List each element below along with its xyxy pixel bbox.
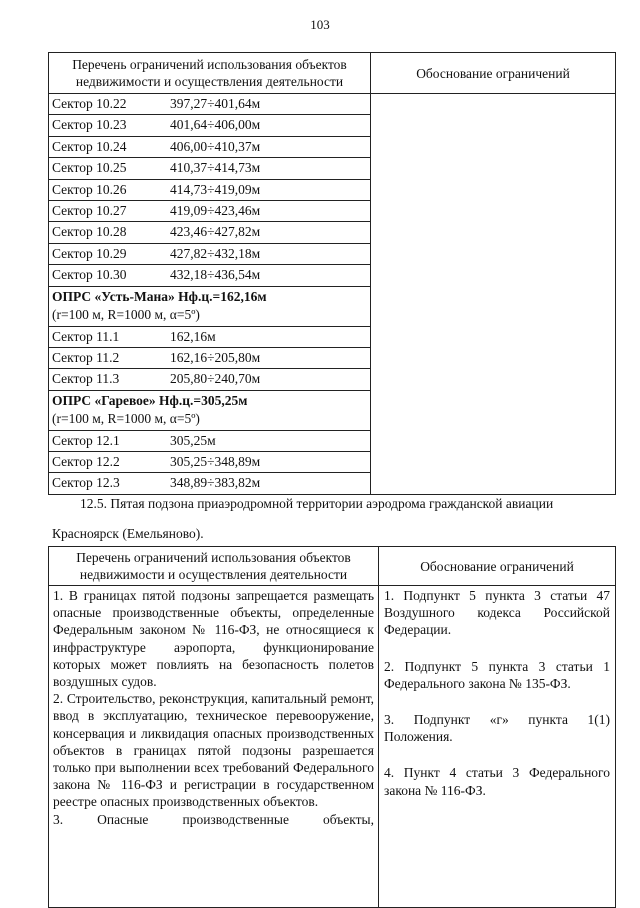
sector-range: 406,00÷410,37м: [170, 138, 261, 154]
sector-range: 162,16÷205,80м: [170, 349, 261, 365]
restriction-item-2: 2. Строительство, реконструкция, капитальный ремонт, ввод в эксплуатацию, техническое перевооружение, консервация и ликвидация опасных производственных объектов в границах пятой подзоны разрешается только при выполнении всех требований Федерального закона № 116-ФЗ и регистрации в государственном реестре опасных производственных объектов.: [53, 691, 374, 810]
sector-name: Сектор 10.27: [52, 202, 127, 218]
sector-name: Сектор 10.24: [52, 138, 127, 154]
table-header-row: [49, 547, 616, 586]
justification-item-2: 2. Подпункт 5 пункта 3 статьи 1 Федерального закона № 135-ФЗ.: [384, 658, 610, 691]
header-justification: Обоснование ограничений: [371, 53, 616, 94]
subzone-heading-line-2: Красноярск (Емельяново).: [52, 526, 204, 541]
sector-range: 162,16м: [170, 328, 216, 344]
restrictions-cell: [49, 586, 379, 908]
sector-name: Сектор 10.26: [52, 181, 127, 197]
sector-name: Сектор 10.29: [52, 245, 127, 261]
justification-cell: [379, 586, 616, 908]
restriction-item-1: 1. В границах пятой подзоны запрещается размещать опасные производственные объекты, определенные Федеральным законом № 116-ФЗ, не относящиеся к инфраструктуре аэропорта, функционирование которых может повлиять на безопасность полетов воздушных судов.: [53, 588, 374, 690]
sector-name: Сектор 12.1: [52, 432, 120, 448]
header-restrictions-list: Перечень ограничений использования объектов недвижимости и осуществления деятельности: [49, 53, 371, 94]
sector-range: 401,64÷406,00м: [170, 117, 261, 133]
table-row: [49, 586, 616, 908]
group-params: (r=100 м, R=1000 м, α=5º): [52, 306, 200, 322]
restriction-item-3: 3. Опасные производственные объекты,: [53, 811, 374, 827]
table-header-row: [49, 53, 616, 94]
sector-range: 397,27÷401,64м: [170, 96, 261, 111]
sector-name: Сектор 10.23: [52, 117, 127, 133]
sector-range: 432,18÷436,54м: [170, 267, 261, 283]
sector-range: 410,37÷414,73м: [170, 160, 261, 176]
group-params: (r=100 м, R=1000 м, α=5º): [52, 410, 200, 426]
subzone-heading-line-1: 12.5. Пятая подзона приаэродромной территории аэродрома гражданской авиации: [80, 496, 554, 511]
sector-range: 419,09÷423,46м: [170, 202, 261, 218]
sector-name: Сектор 10.30: [52, 267, 127, 283]
sector-name: Сектор 10.28: [52, 224, 127, 240]
sector-name: Сектор 12.2: [52, 454, 120, 470]
sector-name: Сектор 10.25: [52, 160, 127, 176]
header-restrictions-list: Перечень ограничений использования объектов недвижимости и осуществления деятельности: [49, 547, 379, 586]
group-title: ОПРС «Усть-Мана» Нф.ц.=162,16м: [52, 288, 267, 304]
sector-range: 205,80÷240,70м: [170, 371, 261, 387]
justification-cell-empty: [371, 94, 616, 495]
sector-range: 348,89÷383,82м: [170, 475, 261, 491]
sector-name: Сектор 11.2: [52, 349, 120, 365]
sector-range: 427,82÷432,18м: [170, 245, 261, 261]
sector-range: 305,25÷348,89м: [170, 454, 261, 470]
sector-range: 305,25м: [170, 432, 216, 448]
justification-item-1: 1. Подпункт 5 пункта 3 статьи 47 Воздушного кодекса Российской Федерации.: [384, 588, 610, 638]
group-title: ОПРС «Гаревое» Нф.ц.=305,25м: [52, 392, 248, 408]
restrictions-table-subzone-5: [48, 546, 616, 908]
restrictions-table-sectors: [48, 52, 616, 495]
sector-name: Сектор 11.3: [52, 371, 120, 387]
sector-range: 414,73÷419,09м: [170, 181, 261, 197]
sector-range: 423,46÷427,82м: [170, 224, 261, 240]
sector-name: Сектор 10.22: [52, 96, 127, 111]
justification-item-4: 4. Пункт 4 статьи 3 Федерального закона № 116-ФЗ.: [384, 765, 610, 798]
page-number: 103: [310, 17, 330, 32]
sector-name: Сектор 12.3: [52, 475, 120, 491]
justification-item-3: 3. Подпункт «г» пункта 1(1) Положения.: [384, 712, 610, 745]
header-justification: Обоснование ограничений: [379, 547, 616, 586]
table-row: [49, 94, 616, 115]
sector-name: Сектор 11.1: [52, 328, 120, 344]
